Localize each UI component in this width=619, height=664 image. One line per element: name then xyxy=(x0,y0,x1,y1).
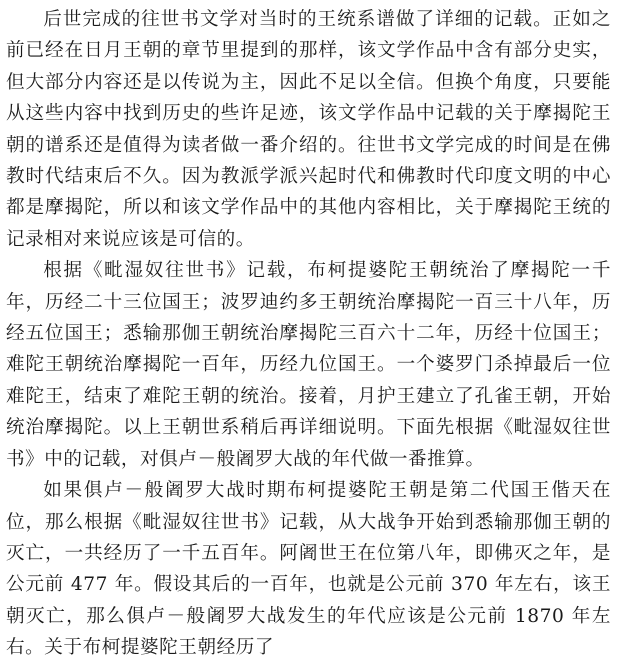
document-page xyxy=(6,4,611,664)
paragraph: 后世完成的往世书文学对当时的王统系谱做了详细的记载。正如之前已经在日月王朝的章节里提到的那样，该文学作品中含有部分史实，但大部分内容还是以传说为主，因此不足以全信。但换个角度，只要能从这些内容中找到历史的些许足迹，该文学作品中记载的关于摩揭陀王朝的谱系还是值得为读者做一番介绍的。往世书文学完成的时间是在佛教时代结束后不久。因为教派学派兴起时代和佛教时代印度文明的中心都是摩揭陀，所以和该文学作品中的其他内容相比，关于摩揭陀王统的记录相对来说应该是可信的。 xyxy=(6,9,611,250)
paragraph: 根据《毗湿奴往世书》记载，布柯提婆陀王朝统治了摩揭陀一千年，历经二十三位国王；波罗迪约多王朝统治摩揭陀一百三十八年，历经五位国王；悉输那伽王朝统治摩揭陀三百六十二年，历经十位国王；难陀王朝统治摩揭陀一百年，历经九位国王。一个婆罗门杀掉最后一位难陀王，结束了难陀王朝的统治。接着，月护王建立了孔雀王朝，开始统治摩揭陀。以上王朝世系稍后再详细说明。下面先根据《毗湿奴往世书》中的记载，对俱卢－般阇罗大战的年代做一番推算。 xyxy=(6,260,611,470)
paragraph: 如果俱卢－般阇罗大战时期布柯提婆陀王朝是第二代国王偕天在位，那么根据《毗湿奴往世书》记载，从大战争开始到悉输那伽王朝的灭亡，一共经历了一千五百年。阿阇世王在位第八年，即佛灭之年，是公元前 477 年。假设其后的一百年，也就是公元前 370 年左右，该王朝灭亡，那么俱卢－般阇罗大战发生的年代应该是公元前 1870 年左右。关于布柯提婆陀王朝经历了 xyxy=(6,480,611,659)
